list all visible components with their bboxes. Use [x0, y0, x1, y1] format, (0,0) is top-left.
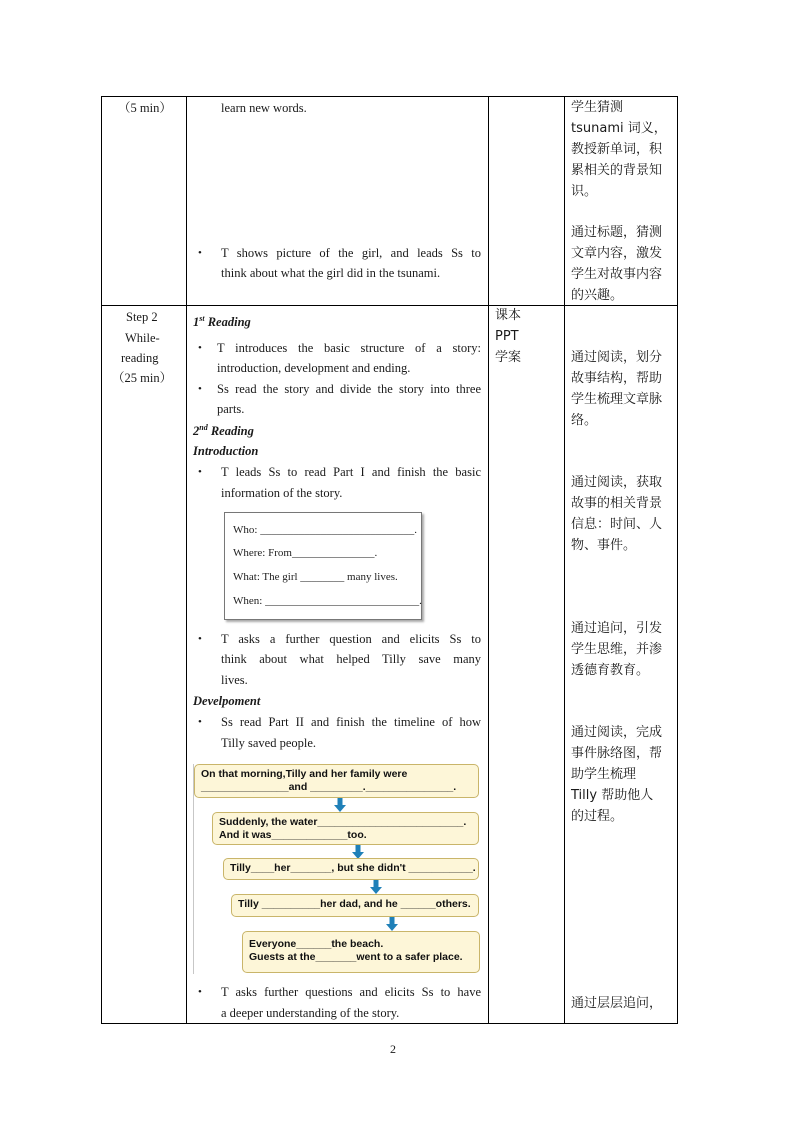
resource-item: 学案: [495, 350, 522, 365]
purpose-line: 的过程。: [571, 809, 624, 824]
fr-bullet2-line1: Ss read the story and divide the story into three: [217, 382, 481, 396]
row1-purpose1-line: 累相关的背景知: [571, 163, 663, 178]
arrow-down-icon: [334, 798, 346, 812]
timeline-text: On that morning,Tilly and her family were: [201, 768, 408, 780]
bullet-dot: •: [198, 383, 202, 395]
col-divider-1: [186, 96, 187, 1024]
step-stage: While-: [125, 331, 160, 345]
row1-bullet-line-2: think about what the girl did in the tsunami.: [221, 266, 441, 280]
purpose-line: 通过阅读，完成: [571, 725, 663, 740]
row1-purpose2-line: 文章内容，激发: [571, 246, 663, 261]
row1-purpose2-line: 学生对故事内容: [571, 267, 663, 282]
intro-bullet-line2: information of the story.: [221, 486, 343, 500]
step-stage: reading: [121, 351, 159, 365]
col-divider-2: [488, 96, 489, 1024]
resource-item: 课本: [495, 308, 522, 323]
introduction-heading: Introduction: [193, 444, 259, 458]
purpose-line: 事件脉络图，帮: [571, 746, 663, 761]
further-bullet-line1: T asks a further question and elicits Ss to: [221, 632, 481, 646]
timeline-text: Suddenly, the water_________________________.: [219, 816, 467, 828]
further-bullet-line3: lives.: [221, 673, 248, 687]
dev-bullet-line1: Ss read Part II and finish the timeline of how: [221, 715, 481, 729]
first-reading-heading: 1st Reading: [193, 314, 251, 329]
development-heading: Develpoment: [193, 694, 261, 708]
purpose-line: 学生思维，并渗: [571, 642, 663, 657]
fr-bullet2-line2: parts.: [217, 402, 245, 416]
page-number: 2: [390, 1042, 396, 1056]
bullet-dot: •: [198, 466, 202, 478]
row1-bullet-line-1: T shows picture of the girl, and leads Ss to: [221, 246, 481, 260]
intro-bullet-line1: T leads Ss to read Part I and finish the basic: [221, 465, 481, 479]
purpose-line: 通过层层追问，: [571, 996, 663, 1011]
bullet-dot: •: [198, 633, 202, 645]
info-who: Who: ____________________________.: [233, 524, 417, 536]
resource-item: PPT: [495, 329, 519, 344]
timeline-step-5: [242, 931, 480, 973]
row1-purpose1-line: 学生猜测: [571, 100, 624, 115]
arrow-down-icon: [386, 917, 398, 931]
dev-bullet-line2: Tilly saved people.: [221, 736, 317, 750]
row1-purpose2-line: 通过标题，猜测: [571, 225, 663, 240]
purpose-line: 通过阅读，划分: [571, 350, 663, 365]
table-left-border: [101, 96, 102, 1024]
fr-bullet1-line1: T introduces the basic structure of a story:: [217, 341, 481, 355]
timeline-text: Tilly____her_______, but she didn't ___________.: [230, 862, 476, 874]
arrow-down-icon: [352, 845, 364, 859]
second-reading-heading: 2nd Reading: [193, 423, 254, 438]
bullet-dot: •: [198, 342, 202, 354]
row1-purpose1-line: 教授新单词，积: [571, 142, 663, 157]
timeline-text: Everyone______the beach.: [249, 938, 384, 950]
row1-time: （5 min）: [118, 101, 172, 115]
timeline-step-2: [212, 812, 479, 845]
timeline-text: Tilly __________her dad, and he ______others.: [238, 898, 471, 910]
purpose-line: 故事的相关背景: [571, 496, 663, 511]
table-bottom-border: [101, 1023, 678, 1024]
timeline-step-1: [194, 764, 479, 798]
purpose-line: 通过追问，引发: [571, 621, 663, 636]
bullet-dot: •: [198, 986, 202, 998]
purpose-line: 故事结构，帮助: [571, 371, 663, 386]
timeline-step-4: [231, 894, 479, 917]
further-bullet-line2: think about what helped Tilly save many: [221, 652, 481, 666]
info-when: When: ____________________________.: [233, 595, 422, 607]
row1-purpose1-line: tsunami 词义，: [571, 121, 667, 136]
timeline-text: _______________and _________._______________.: [201, 781, 457, 793]
last-bullet-line1: T asks further questions and elicits Ss to have: [221, 985, 481, 999]
row1-activity-text: learn new words.: [221, 101, 307, 115]
purpose-line: 学生梳理文章脉: [571, 392, 663, 407]
timeline-step-3: [223, 858, 479, 880]
bullet-dot: •: [198, 716, 202, 728]
info-where: Where: From_______________.: [233, 547, 378, 559]
col-divider-3: [564, 96, 565, 1024]
step-time: （25 min）: [112, 371, 173, 385]
table-right-border: [677, 96, 678, 1024]
purpose-line: Tilly 帮助他人: [571, 788, 654, 803]
timeline-text: Guests at the_______went to a safer place.: [249, 951, 463, 963]
purpose-line: 信息：时间、人: [571, 517, 663, 532]
arrow-down-icon: [370, 880, 382, 894]
purpose-line: 通过阅读，获取: [571, 475, 663, 490]
step-label: Step 2: [126, 310, 158, 324]
row1-purpose2-line: 的兴趣。: [571, 288, 624, 303]
row1-purpose1-line: 识。: [571, 184, 598, 199]
purpose-line: 透德育教育。: [571, 663, 650, 678]
bullet-dot: •: [198, 247, 202, 259]
purpose-line: 物、事件。: [571, 538, 637, 553]
story-info-box: [224, 512, 422, 620]
info-what: What: The girl ________ many lives.: [233, 571, 398, 583]
purpose-line: 络。: [571, 413, 598, 428]
timeline-text: And it was_____________too.: [219, 829, 367, 841]
purpose-line: 助学生梳理: [571, 767, 637, 782]
last-bullet-line2: a deeper understanding of the story.: [221, 1006, 400, 1020]
fr-bullet1-line2: introduction, development and ending.: [217, 361, 411, 375]
